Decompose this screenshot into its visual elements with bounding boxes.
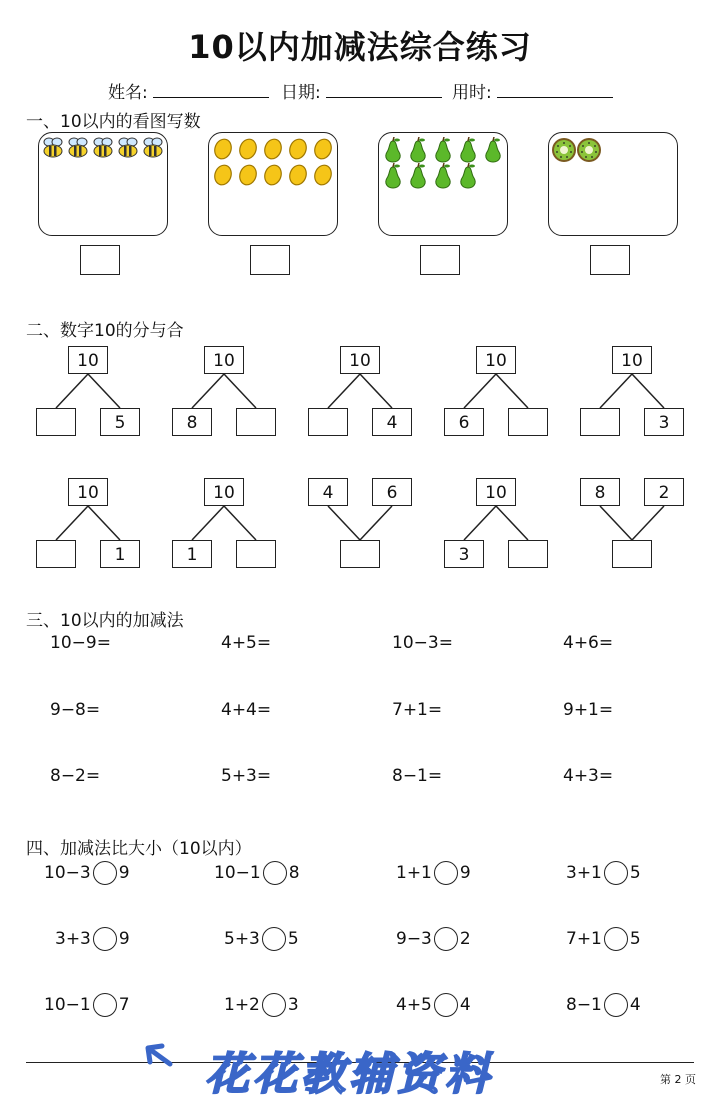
number-box: 10 (476, 346, 516, 374)
compare-problem (396, 992, 471, 1018)
compare-circle[interactable] (604, 993, 628, 1017)
connector-line (496, 506, 528, 540)
number-box: 6 (444, 408, 484, 436)
compare-circle[interactable] (434, 993, 458, 1017)
compare-right: 5 (629, 929, 641, 949)
number-box: 10 (68, 346, 108, 374)
number-box: 10 (340, 346, 380, 374)
arithmetic-problem[interactable]: 7+1= (392, 700, 443, 720)
number-box: 4 (308, 478, 348, 506)
compare-problem (55, 926, 130, 952)
arithmetic-problem[interactable]: 8−1= (392, 766, 443, 786)
number-box: 10 (204, 346, 244, 374)
compare-left: 3+1 (566, 863, 602, 883)
compare-left: 3+3 (55, 929, 91, 949)
compare-problem (214, 860, 300, 886)
time-label: 用时: (452, 83, 492, 103)
answer-box[interactable] (236, 408, 276, 436)
compare-problem (566, 860, 641, 886)
number-box: 4 (372, 408, 412, 436)
number-box: 10 (612, 346, 652, 374)
connector-line (88, 506, 120, 540)
connector-line (224, 506, 256, 540)
page-number: 第 2 页 (660, 1073, 696, 1086)
answer-box[interactable] (340, 540, 380, 568)
connector-line (192, 506, 224, 540)
compare-circle[interactable] (604, 927, 628, 951)
answer-box[interactable] (36, 408, 76, 436)
compare-right: 4 (629, 995, 641, 1015)
compare-left: 10−1 (44, 995, 91, 1015)
page-title: 10以内加减法综合练习 (188, 28, 532, 66)
number-box: 10 (204, 478, 244, 506)
compare-problem (566, 992, 641, 1018)
connector-line (360, 374, 392, 408)
compare-left: 9−3 (396, 929, 432, 949)
number-box: 8 (172, 408, 212, 436)
compare-left: 8−1 (566, 995, 602, 1015)
answer-box[interactable] (580, 408, 620, 436)
compare-left: 1+2 (224, 995, 260, 1015)
connector-line (632, 506, 664, 540)
compare-circle[interactable] (434, 861, 458, 885)
arithmetic-problem[interactable]: 4+6= (563, 633, 614, 653)
number-box: 3 (644, 408, 684, 436)
compare-right: 9 (459, 863, 471, 883)
compare-right: 9 (118, 929, 130, 949)
arithmetic-problem[interactable]: 10−3= (392, 633, 453, 653)
section-3-heading: 三、10以内的加减法 (26, 611, 184, 631)
number-box: 2 (644, 478, 684, 506)
section-1-heading: 一、10以内的看图写数 (26, 112, 201, 132)
compare-left: 4+5 (396, 995, 432, 1015)
arithmetic-problem[interactable]: 10−9= (50, 633, 111, 653)
number-box: 3 (444, 540, 484, 568)
number-box: 10 (476, 478, 516, 506)
arithmetic-problem[interactable]: 4+3= (563, 766, 614, 786)
arithmetic-problem[interactable]: 8−2= (50, 766, 101, 786)
connector-line (56, 506, 88, 540)
connector-line (464, 506, 496, 540)
compare-problem (396, 860, 471, 886)
compare-right: 5 (287, 929, 299, 949)
compare-right: 5 (629, 863, 641, 883)
connector-line (56, 374, 88, 408)
date-label: 日期: (281, 83, 321, 103)
answer-box[interactable] (508, 540, 548, 568)
compare-problem (224, 992, 299, 1018)
arithmetic-problem[interactable]: 4+4= (221, 700, 272, 720)
name-label: 姓名: (108, 83, 148, 103)
compare-problem (396, 926, 471, 952)
connector-line (88, 374, 120, 408)
connector-line (600, 374, 632, 408)
compare-circle[interactable] (434, 927, 458, 951)
arithmetic-problem[interactable]: 4+5= (221, 633, 272, 653)
answer-box[interactable] (612, 540, 652, 568)
number-box: 6 (372, 478, 412, 506)
number-box: 8 (580, 478, 620, 506)
answer-box[interactable] (308, 408, 348, 436)
answer-box[interactable] (36, 540, 76, 568)
compare-right: 8 (288, 863, 300, 883)
compare-circle[interactable] (262, 993, 286, 1017)
connector-line (496, 374, 528, 408)
arithmetic-problem[interactable]: 9+1= (563, 700, 614, 720)
section-2-heading: 二、数字10的分与合 (26, 321, 184, 341)
compare-circle[interactable] (604, 861, 628, 885)
answer-box[interactable] (508, 408, 548, 436)
compare-left: 10−1 (214, 863, 261, 883)
answer-box[interactable] (236, 540, 276, 568)
compare-right: 7 (118, 995, 130, 1015)
watermark: 花花教辅资料 (205, 1049, 493, 1100)
compare-problem (566, 926, 641, 952)
compare-circle[interactable] (263, 861, 287, 885)
connector-line (632, 374, 664, 408)
compare-circle[interactable] (93, 993, 117, 1017)
connector-line (328, 374, 360, 408)
compare-right: 4 (459, 995, 471, 1015)
compare-problem (44, 992, 130, 1018)
arithmetic-problem[interactable]: 9−8= (50, 700, 101, 720)
connector-line (360, 506, 392, 540)
connector-line (600, 506, 632, 540)
compare-circle[interactable] (93, 927, 117, 951)
connector-line (328, 506, 360, 540)
number-box: 5 (100, 408, 140, 436)
compare-circle[interactable] (93, 861, 117, 885)
compare-right: 3 (287, 995, 299, 1015)
compare-left: 1+1 (396, 863, 432, 883)
connector-line (192, 374, 224, 408)
compare-right: 2 (459, 929, 471, 949)
number-box: 10 (68, 478, 108, 506)
arithmetic-problem[interactable]: 5+3= (221, 766, 272, 786)
number-box: 1 (172, 540, 212, 568)
section-4-heading: 四、加减法比大小（10以内） (26, 839, 252, 859)
connector-line (464, 374, 496, 408)
compare-problem (224, 926, 299, 952)
compare-left: 7+1 (566, 929, 602, 949)
connector-line (224, 374, 256, 408)
compare-left: 10−3 (44, 863, 91, 883)
number-box: 1 (100, 540, 140, 568)
compare-right: 9 (118, 863, 130, 883)
arrow-icon (140, 1036, 200, 1076)
compare-circle[interactable] (262, 927, 286, 951)
compare-problem (44, 860, 130, 886)
compare-left: 5+3 (224, 929, 260, 949)
